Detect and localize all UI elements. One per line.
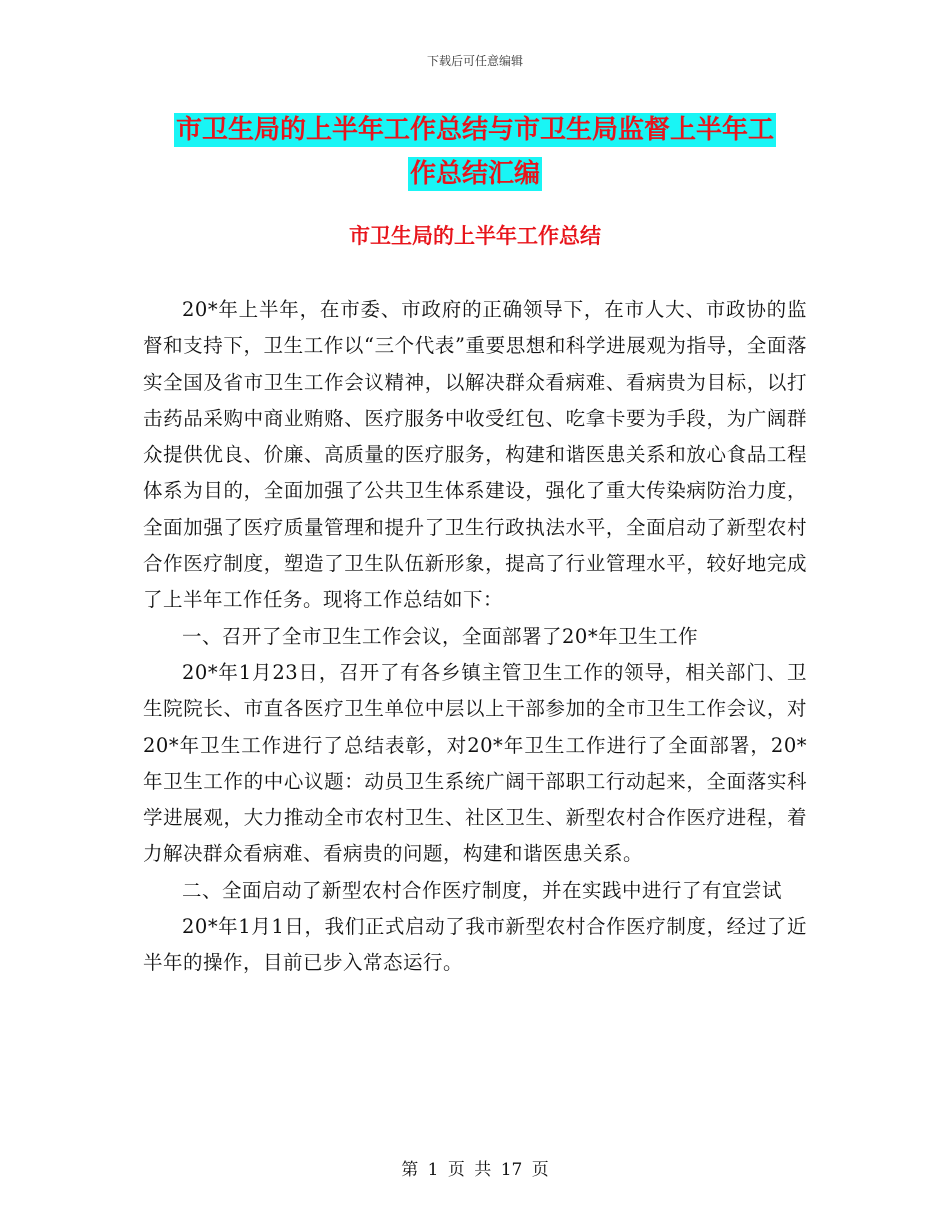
section-title: 市卫生局的上半年工作总结 [349, 224, 601, 248]
heading-item-1: 一、召开了全市卫生工作会议，全面部署了20*年卫生工作 [182, 624, 699, 648]
document-title-line-1 [140, 108, 810, 152]
document-body [143, 292, 807, 982]
document-title-line-2 [140, 152, 810, 196]
paragraph-item-2: 20*年1月1日，我们正式启动了我市新型农村合作医疗制度，经过了近半年的操作，目前已步入常态运行。 [143, 915, 807, 975]
page-number: 第 1 页 共 17 页 [401, 1160, 549, 1180]
paragraph-intro: 20*年上半年，在市委、市政府的正确领导下，在市人大、市政协的监督和支持下，卫生工作以“三个代表”重要思想和科学进展观为指导，全面落实全国及省市卫生工作会议精神，以解决群众看病难、看病贵为目标，以打击药品采购中商业贿赂、医疗服务中收受红包、吃拿卡要为手段，为广阔群众提供优良、价廉、高质量的医疗服务，构建和谐医患关系和放心食品工程体系为目的，全面加强了公共卫生体系建设，强化了重大传染病防治力度，全面加强了医疗质量管理和提升了卫生行政执法水平，全面启动了新型农村合作医疗制度，塑造了卫生队伍新形象，提高了行业管理水平，较好地完成了上半年工作任务。现将工作总结如下： [143, 298, 807, 612]
document-title-line-2-text: 作总结汇编 [409, 159, 540, 189]
heading-item-2: 二、全面启动了新型农村合作医疗制度，并在实践中进行了有宜尝试 [182, 878, 783, 902]
paragraph-item-1: 20*年1月23日，召开了有各乡镇主管卫生工作的领导，相关部门、卫生院院长、市直各医疗卫生单位中层以上干部参加的全市卫生工作会议，对20*年卫生工作进行了总结表彰，对20*年卫生工作进行了全面部署，20*年卫生工作的中心议题：动员卫生系统广阔干部职工行动起来，全面落实科学进展观，大力推动全市农村卫生、社区卫生、新型农村合作医疗进程，着力解决群众看病难、看病贵的问题，构建和谐医患关系。 [143, 660, 807, 866]
header-note: 下载后可任意编辑 [426, 54, 523, 68]
document-title-line-1-text: 市卫生局的上半年工作总结与市卫生局监督上半年工 [175, 115, 774, 145]
